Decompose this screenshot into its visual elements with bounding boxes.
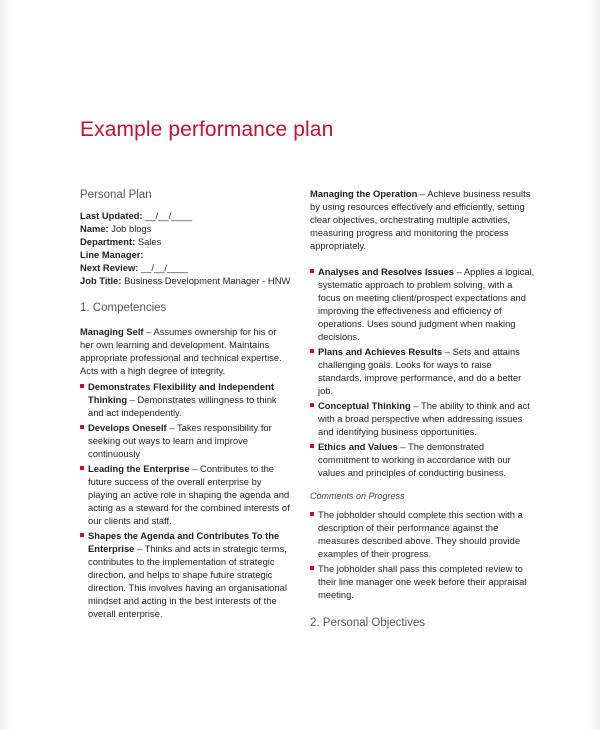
field-job-title [80, 274, 292, 287]
field-value: Sales [135, 236, 162, 247]
right-column [310, 187, 536, 630]
item-text: – Sets and attains challenging goals. Looks for ways to raise standards, improve performance, and do a better job. [318, 346, 522, 396]
list-item [310, 399, 536, 438]
personal-plan-heading: Personal Plan [80, 189, 152, 201]
field-label: Department: [80, 236, 136, 247]
field-value: Business Development Manager - HNW [121, 275, 291, 286]
list-item [310, 440, 536, 479]
item-text: – The demonstrated commitment to working in accordance with our values and principles of conducting business. [318, 441, 511, 478]
list-item [80, 380, 292, 419]
managing-operation-label: Managing the Operation [310, 188, 418, 199]
personal-objectives-heading: 2. Personal Objectives [310, 617, 426, 629]
field-name [80, 222, 292, 235]
document-title: Example performance plan [80, 118, 334, 141]
field-last-updated [80, 209, 292, 222]
field-label: Last Updated: [80, 210, 143, 221]
list-item [80, 529, 292, 620]
item-label: Leading the Enterprise [88, 463, 190, 474]
comments-heading: Comments on Progress [310, 491, 405, 501]
item-text: – Demonstrates willingness to think and act independently. [88, 394, 277, 418]
field-next-review [80, 261, 292, 274]
field-label: Line Manager: [80, 249, 144, 260]
managing-self-text: – Assumes ownership for his or her own learning and development. Maintains appropriate professional and technical expertise. Acts with a high degree of integrity. [80, 326, 282, 376]
item-label: Ethics and Values [318, 441, 398, 452]
managing-self-paragraph [80, 325, 292, 377]
item-text: – The ability to think and act with a broad perspective when addressing issues and identifying business opportunities. [318, 400, 530, 437]
field-label: Job Title: [80, 275, 122, 286]
list-item: The jobholder should complete this section with a description of their performance against the measures described above. They should provide examples of their progress. [310, 508, 536, 560]
field-value: __/__/____ [138, 262, 188, 273]
operation-list [310, 265, 536, 479]
field-department [80, 235, 292, 248]
item-label: Develops Oneself [88, 422, 167, 433]
field-value: Job blogs [108, 223, 152, 234]
item-text: – Thinks and acts in strategic terms, contributes to the implementation of strategic direction, and helps to shape future strategic direction. This involves having an organisational mindset and acting in the best interests of the overall enterprise. [88, 543, 287, 619]
managing-operation-text: – Achieve business results by using resources effectively and efficiently, setting clear objectives, orchestrating multiple activities, measuring progress and monitoring the process appropriately. [310, 188, 531, 251]
competencies-heading: 1. Competencies [80, 302, 167, 314]
list-item [80, 421, 292, 460]
competency-list [80, 380, 292, 620]
list-item [80, 462, 292, 527]
item-label: Demonstrates Flexibility and Independent Thinking [88, 381, 274, 405]
field-line-manager [80, 248, 292, 261]
field-value: __/__/____ [142, 210, 193, 221]
item-text: – Takes responsibility for seeking out ways to learn and improve continuously [88, 422, 272, 459]
field-label: Next Review: [80, 262, 139, 273]
item-label: Shapes the Agenda and Contributes To the Enterprise [88, 530, 280, 554]
list-item [310, 265, 536, 343]
item-text: – Contributes to the future success of the overall enterprise by playing an active role in shaping the agenda and acting as a steward for the combined interests of our clients and staff. [88, 463, 290, 526]
field-label: Name: [80, 223, 109, 234]
comments-list [310, 508, 536, 601]
list-item [310, 345, 536, 397]
item-label: Plans and Achieves Results [318, 346, 443, 357]
item-label: Conceptual Thinking [318, 400, 411, 411]
item-label: Analyses and Resolves Issues [318, 266, 455, 277]
item-text: – Applies a logical, systematic approach to problem solving, with a focus on meeting client/prospect expectations and improving the effectiveness and efficiency of operations. Uses sound judgment when making decisions. [318, 266, 535, 342]
list-item: The jobholder shall pass this completed review to their line manager one week before their appraisal meeting. [310, 562, 536, 601]
left-column [80, 189, 292, 622]
managing-self-label: Managing Self [80, 326, 144, 337]
managing-operation-paragraph [310, 187, 536, 252]
